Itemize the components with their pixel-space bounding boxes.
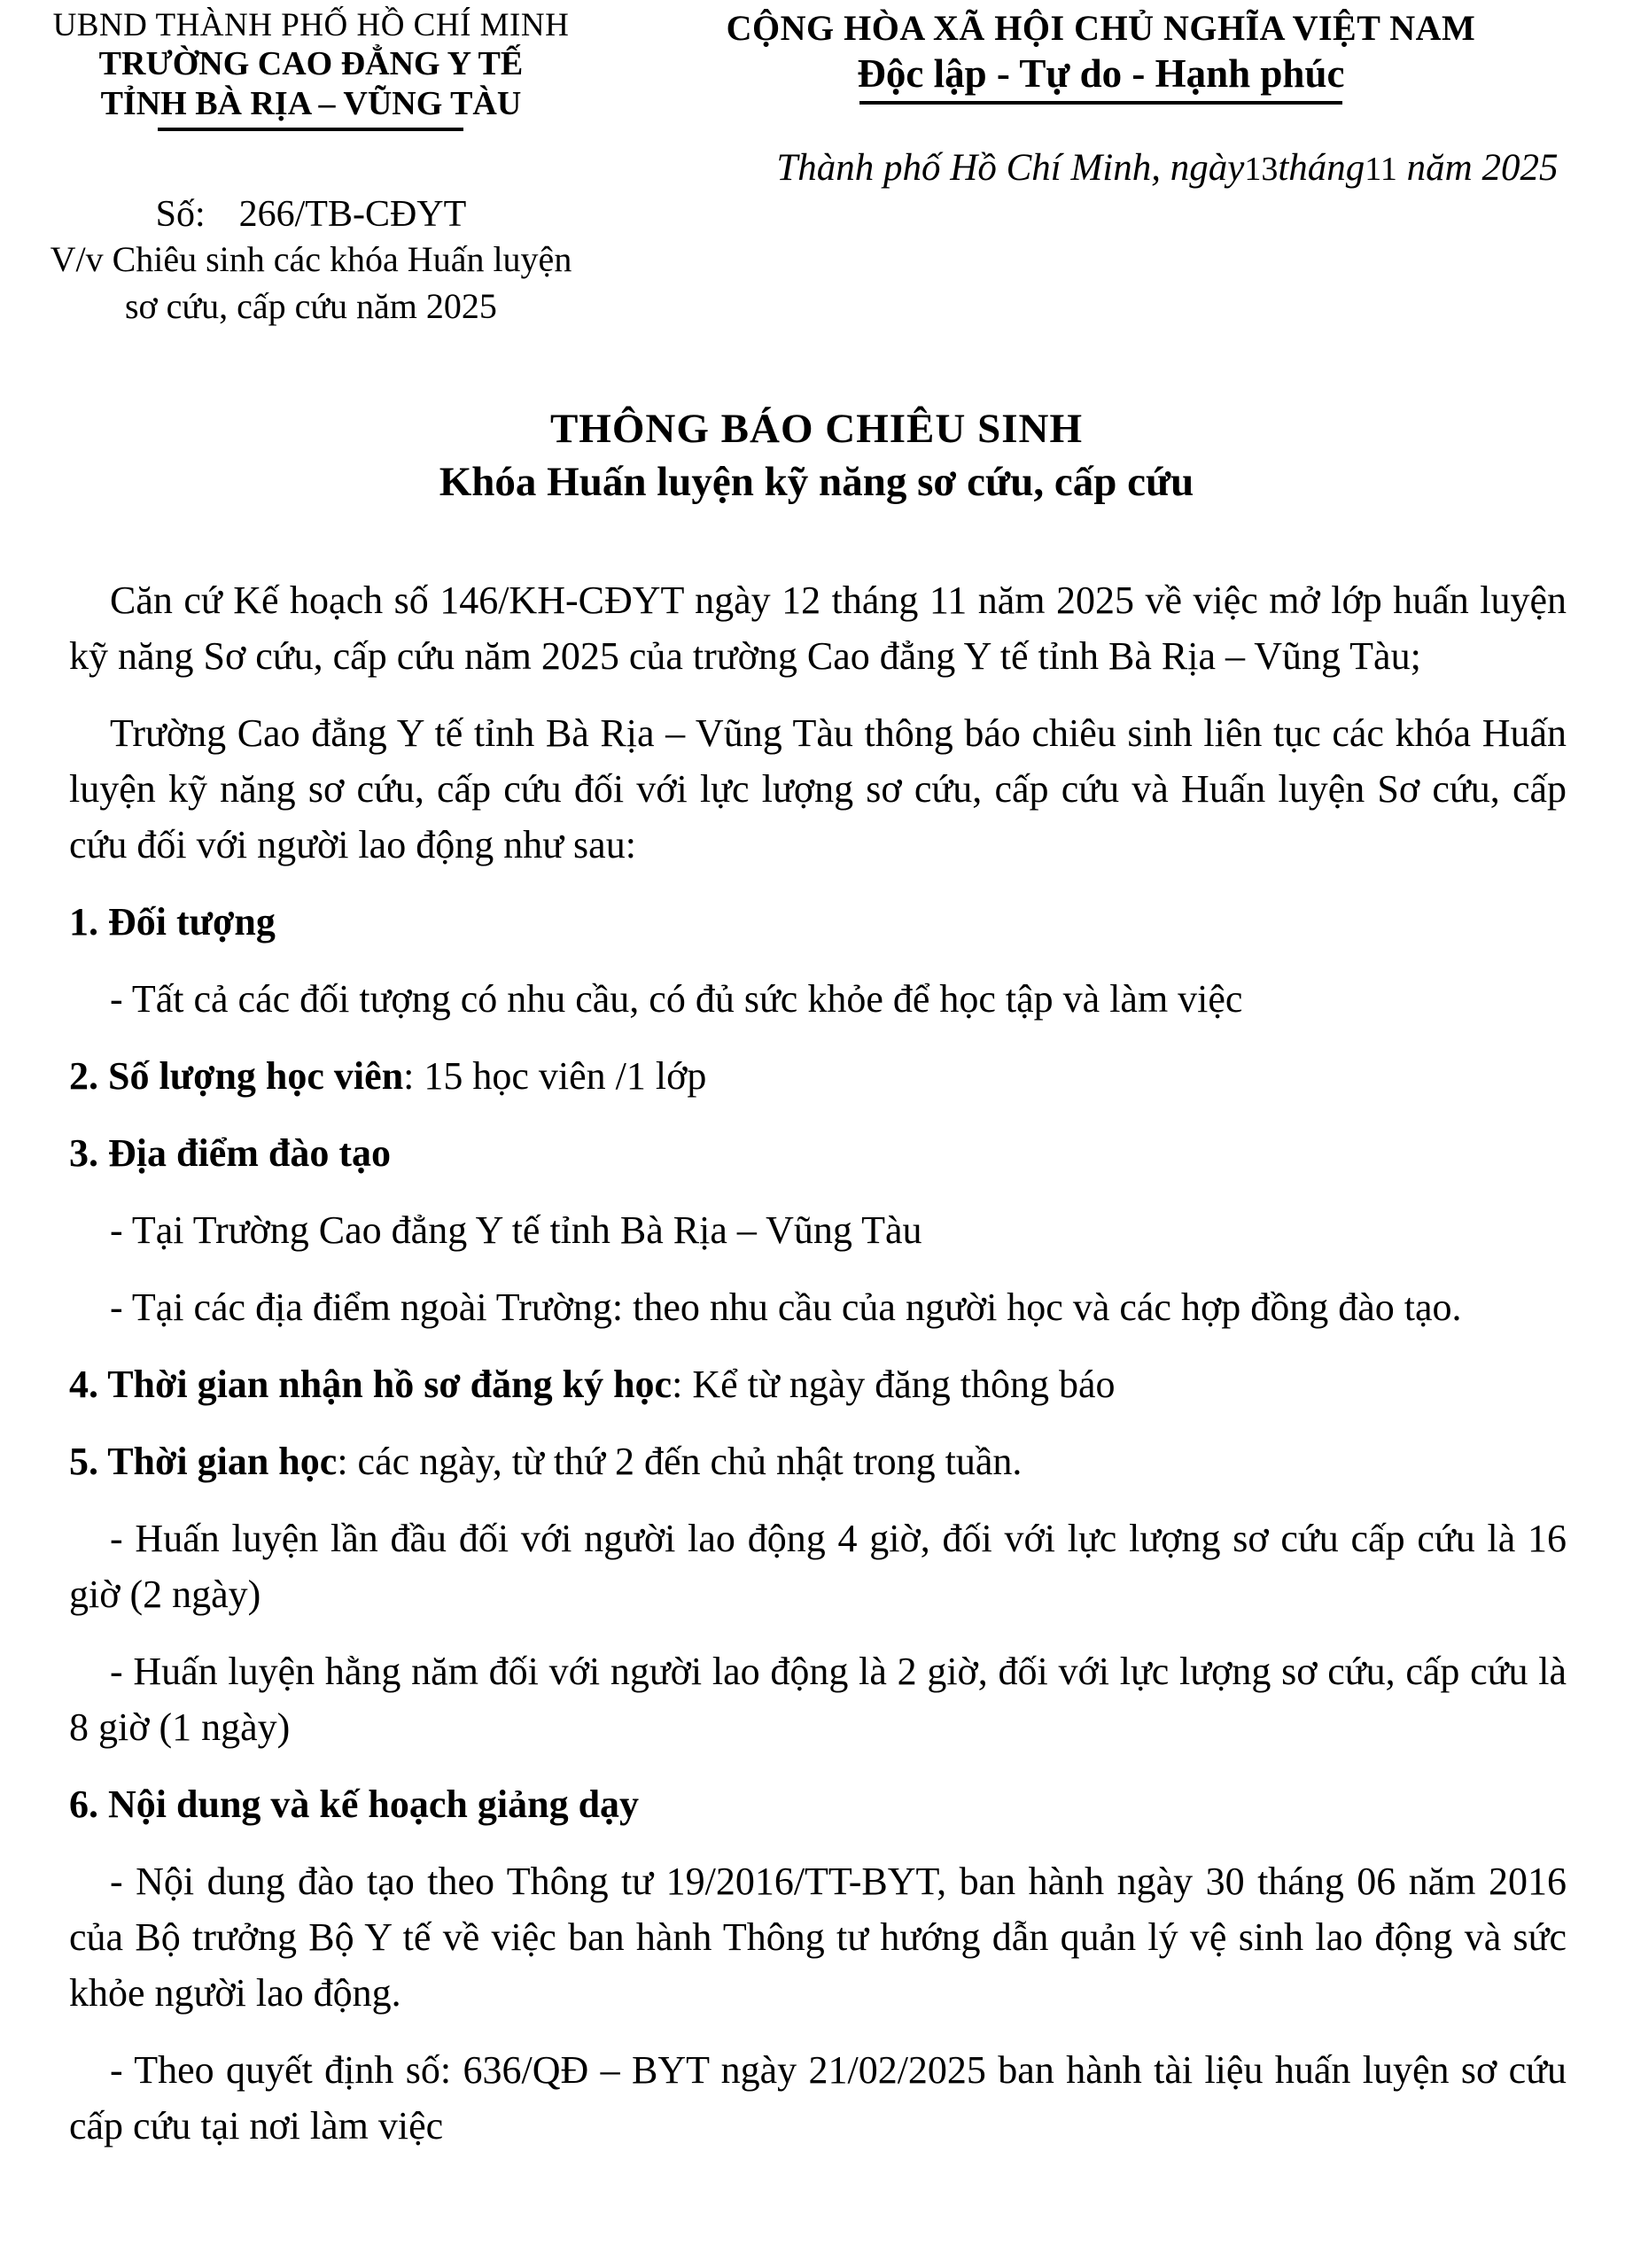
document-number-line bbox=[27, 193, 595, 236]
motto-underline-rule bbox=[859, 101, 1342, 105]
date-suffix: năm 2025 bbox=[1396, 147, 1559, 189]
paragraph-announcement bbox=[69, 705, 1567, 873]
national-motto: Độc lập - Tự do - Hạnh phúc bbox=[857, 51, 1345, 96]
paragraph-text: - Huấn luyện lần đầu đối với người lao động 4 giờ, đối với lực lượng sơ cứu cấp cứu là 16 giờ (2 ngày) bbox=[69, 1517, 1567, 1616]
document-title: THÔNG BÁO CHIÊU SINH bbox=[549, 406, 1084, 452]
bullet-content-decision bbox=[69, 2042, 1567, 2154]
paragraph-text: - Huấn luyện hằng năm đối với người lao động là 2 giờ, đối với lực lượng sơ cứu, cấp cứu là 8 giờ (1 ngày) bbox=[69, 1650, 1567, 1749]
paragraph-bold: 4. Thời gian nhận hồ sơ đăng ký học bbox=[69, 1363, 673, 1406]
paragraph-text: : Kể từ ngày đăng thông báo bbox=[672, 1363, 1116, 1406]
paragraph-text: - Tại Trường Cao đẳng Y tế tỉnh Bà Rịa – Vũng Tàu bbox=[110, 1208, 922, 1252]
bullet-duration-first-training bbox=[69, 1511, 1567, 1622]
date-month: 11 bbox=[1365, 151, 1397, 188]
paragraph-text: - Tại các địa điểm ngoài Trường: theo nhu cầu của người học và các hợp đồng đào tạo. bbox=[110, 1285, 1462, 1329]
document-title-block bbox=[0, 402, 1633, 509]
section-heading-1 bbox=[69, 894, 1567, 950]
document-number-value: 266/TB-CĐYT bbox=[238, 194, 467, 235]
section-heading-4 bbox=[69, 1356, 1567, 1412]
document-header bbox=[0, 0, 1633, 330]
org-name-line1: TRƯỜNG CAO ĐẲNG Y TẾ bbox=[98, 45, 524, 82]
date-day: 13 bbox=[1244, 151, 1279, 188]
paragraph-text: - Theo quyết định số: 636/QĐ – BYT ngày 21/02/2025 ban hành tài liệu huấn luyện sơ cứu cấp cứu tại nơi làm việc bbox=[69, 2048, 1567, 2148]
paragraph-bold: 5. Thời gian học bbox=[69, 1440, 338, 1483]
bullet-location-2 bbox=[69, 1279, 1567, 1335]
section-heading-6 bbox=[69, 1776, 1567, 1832]
paragraph-text: : 15 học viên /1 lớp bbox=[403, 1054, 707, 1098]
paragraph-bold: 3. Địa điểm đào tạo bbox=[69, 1131, 391, 1175]
bullet-location-1 bbox=[69, 1202, 1567, 1258]
paragraph-text: Trường Cao đẳng Y tế tỉnh Bà Rịa – Vũng Tàu thông báo chiêu sinh liên tục các khóa Huấn luyện kỹ năng sơ cứu, cấp cứu đối với lực lượng sơ cứu, cấp cứu và Huấn luyện Sơ cứu, cấp cứu đối với người lao động như sau: bbox=[69, 711, 1567, 866]
paragraph-text: - Tất cả các đối tượng có nhu cầu, có đủ sức khỏe để học tập và làm việc bbox=[110, 977, 1243, 1021]
org-underline-rule bbox=[158, 128, 463, 131]
paragraph-bold: 6. Nội dung và kế hoạch giảng dạy bbox=[69, 1783, 640, 1826]
paragraph-text: Căn cứ Kế hoạch số 146/KH-CĐYT ngày 12 tháng 11 năm 2025 về việc mở lớp huấn luyện kỹ năng Sơ cứu, cấp cứu năm 2025 của trường Cao đẳng Y tế tỉnh Bà Rịa – Vũng Tàu; bbox=[69, 579, 1567, 678]
date-mid: tháng bbox=[1278, 147, 1365, 189]
org-name-line2: TỈNH BÀ RỊA – VŨNG TÀU bbox=[100, 85, 522, 122]
issuing-org-block bbox=[27, 7, 595, 330]
section-heading-5 bbox=[69, 1433, 1567, 1489]
bullet-target-audience bbox=[69, 971, 1567, 1027]
section-heading-3 bbox=[69, 1125, 1567, 1181]
org-parent-name: UBND THÀNH PHỐ HỒ CHÍ MINH bbox=[52, 7, 570, 43]
document-number-label: Số: bbox=[155, 194, 206, 235]
section-heading-2 bbox=[69, 1048, 1567, 1104]
bullet-duration-annual-training bbox=[69, 1643, 1567, 1755]
paragraph-text: - Nội dung đào tạo theo Thông tư 19/2016/TT-BYT, ban hành ngày 30 tháng 06 năm 2016 của Bộ trưởng Bộ Y tế về việc ban hành Thông tư hướng dẫn quản lý vệ sinh lao động và sức khỏe người lao động. bbox=[69, 1860, 1567, 2015]
document-body bbox=[0, 572, 1633, 2154]
place-date-line bbox=[595, 145, 1606, 192]
national-name: CỘNG HÒA XÃ HỘI CHỦ NGHĨA VIỆT NAM bbox=[726, 8, 1476, 48]
date-prefix: Thành phố Hồ Chí Minh, ngày bbox=[776, 147, 1245, 189]
document-subtitle: Khóa Huấn luyện kỹ năng sơ cứu, cấp cứu bbox=[439, 459, 1194, 505]
paragraph-text: : các ngày, từ thứ 2 đến chủ nhật trong tuần. bbox=[337, 1440, 1023, 1483]
national-motto-block bbox=[595, 7, 1606, 330]
subject-line-1: V/v Chiêu sinh các khóa Huấn luyện bbox=[50, 239, 572, 279]
bullet-content-circular bbox=[69, 1853, 1567, 2021]
paragraph-bold: 1. Đối tượng bbox=[69, 900, 276, 944]
paragraph-bold: 2. Số lượng học viên bbox=[69, 1054, 404, 1098]
subject-line-2: sơ cứu, cấp cứu năm 2025 bbox=[124, 286, 497, 326]
paragraph-legal-basis bbox=[69, 572, 1567, 684]
